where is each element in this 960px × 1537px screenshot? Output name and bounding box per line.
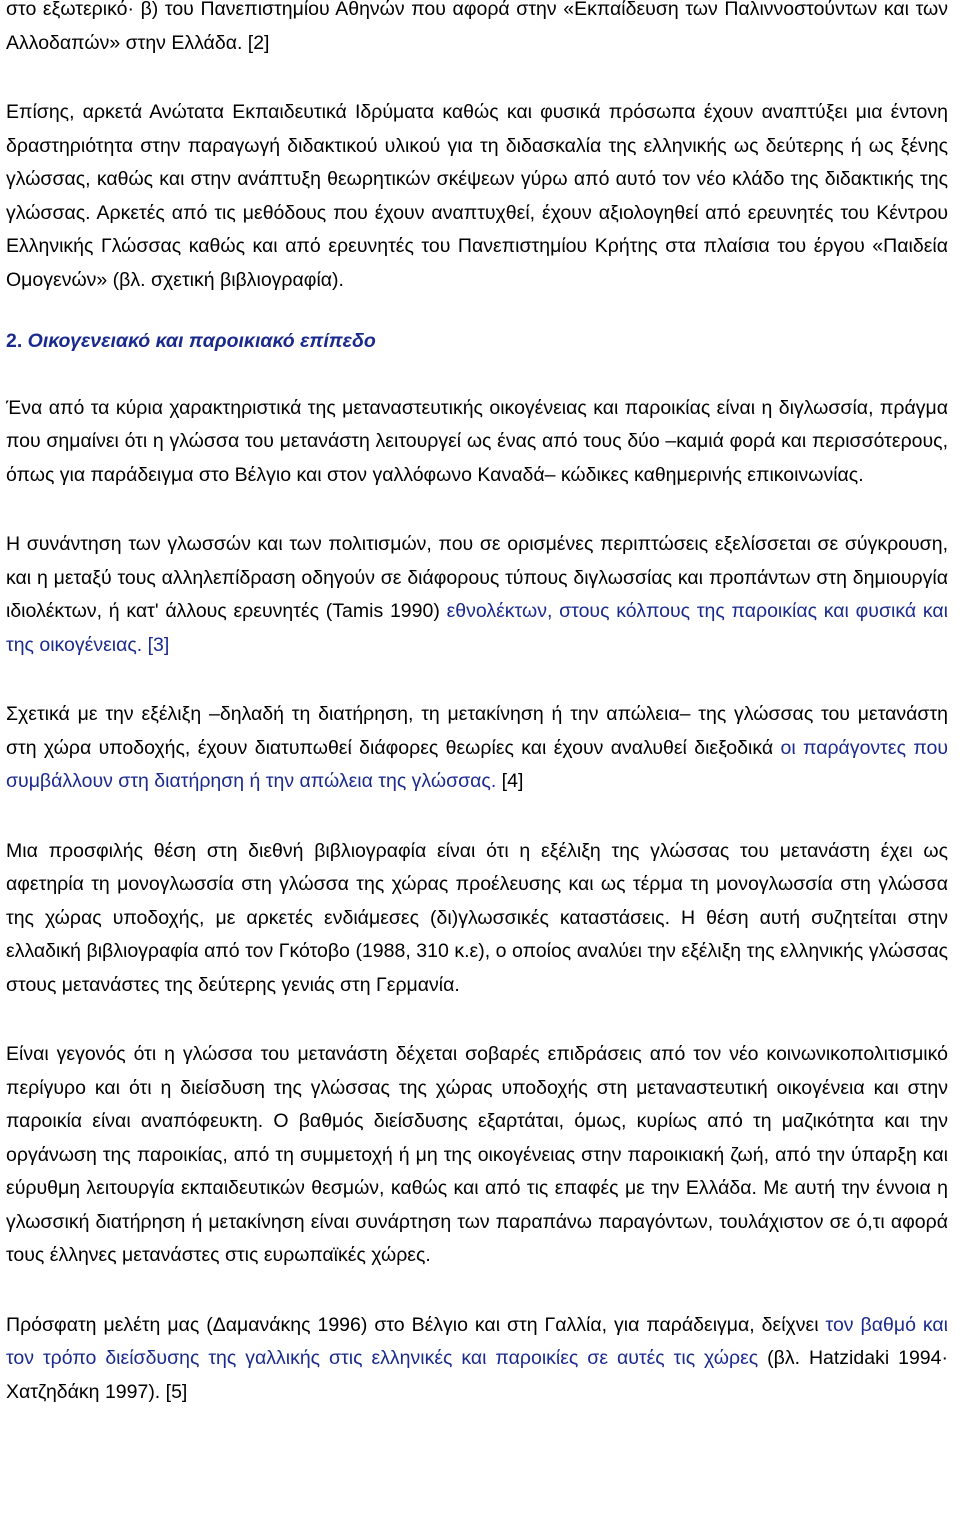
penetration-highlight: τον βαθμό και τον τρόπο διείσδυσης της γαλλικής στις ελληνικές και παροικίες σε αυτές τις χώρες: [6, 1313, 949, 1369]
paragraph-intro-text: στο εξωτερικό· β) του Πανεπιστημίου Αθηνών που αφορά στην «Εκπαίδευση των Παλιννοστούντων και των Αλλοδαπών» στην Ελλάδα. [2]: [6, 0, 948, 54]
paragraph-bilingualism-text: Ένα από τα κύρια χαρακτηριστικά της μεταναστευτικής οικογένειας και παροικίας είναι η διγλωσσία, πράγμα που σημαίνει ότι η γλώσσα του μετανάστη λειτουργεί ως ένας από τους δύο –καμιά φορά και περισσότερους, όπως για παράδειγμα στο Βέλγιο και στον γαλλόφωνο Καναδά– κώδικες καθημερινής επικοινωνίας.: [6, 396, 948, 486]
paragraph-language-encounter: [6, 528, 948, 662]
section-heading: [6, 325, 948, 359]
factors-highlight: οι παράγοντες που συμβάλλουν στη διατήρηση ή την απώλεια της γλώσσας.: [6, 736, 949, 792]
paragraph-language-evolution: [6, 698, 948, 799]
paragraph-teaching-material: [6, 96, 948, 297]
paragraph-language-evolution-ref: [4]: [496, 770, 524, 792]
paragraph-bilingualism: [6, 392, 948, 493]
paragraph-monolingualism: [6, 835, 948, 1003]
ethnolect-highlight: εθνολέκτων, στους κόλπους της παροικίας και φυσικά και της οικογένειας. [3]: [6, 600, 948, 656]
paragraph-intro: [6, 0, 948, 60]
section-number: 2.: [6, 330, 23, 352]
paragraph-recent-research: [6, 1309, 948, 1410]
paragraph-monolingualism-text: Μια προσφιλής θέση στη διεθνή βιβλιογραφία είναι ότι η εξέλιξη της γλώσσας του μετανάστη έχει ως αφετηρία τη μονογλωσσία στη γλώσσα της χώρας προέλευσης και ως τέρμα τη μονογλωσσία στη γλώσσα της χώρας υποδοχής, με αρκετές ενδιάμεσες (δι)γλωσσικές καταστάσεις. Η θέση αυτή συζητείται στην ελλαδική βιβλιογραφία από τον Γκότοβο (1988, 310 κ.ε), ο οποίος αναλύει την εξέλιξη της ελληνικής γλώσσας στους μετανάστες της δεύτερης γενιάς στη Γερμανία.: [6, 839, 948, 996]
paragraph-recent-research-ref: (βλ. Hatzidaki 1994· Χατζηδάκη 1997). [5]: [6, 1347, 948, 1403]
section-title: Οικογενειακό και παροικιακό επίπεδο: [22, 330, 376, 352]
paragraph-language-encounter-text: Η συνάντηση των γλωσσών και των πολιτισμών, που σε ορισμένες περιπτώσεις εξελίσσεται σε σύγκρουση, και η μεταξύ τους αλληλεπίδραση οδηγούν σε διάφορους τύπους διγλωσσίας και προπάντων στη δημιουργία ιδιολέκτων, ή κατ' άλλους ερευνητές (Tamis 1990): [6, 533, 948, 622]
paragraph-language-evolution-text: Σχετικά με την εξέλιξη –δηλαδή τη διατήρηση, τη μετακίνηση ή την απώλεια– της γλώσσας του μετανάστη στη χώρα υποδοχής, έχουν διατυπωθεί διάφορες θεωρίες και έχουν αναλυθεί διεξοδικά: [6, 703, 948, 759]
paragraph-host-impact-text: Είναι γεγονός ότι η γλώσσα του μετανάστη δέχεται σοβαρές επιδράσεις από τον νέο κοινωνικοπολιτισμικό περίγυρο και ότι η διείσδυση της γλώσσας της χώρας υποδοχής στη μεταναστευτική οικογένεια και στην παροικία είναι αναπόφευκτη. Ο βαθμός διείσδυσης εξαρτάται, όμως, κυρίως από τη μαζικότητα και την οργάνωση της παροικίας, από τη συμμετοχή ή μη της οικογένειας στην παροικιακή ζωή, από την ύπαρξη και εύρυθμη λειτουργία εκπαιδευτικών θεσμών, καθώς και από τις επαφές με την Ελλάδα. Με αυτή την έννοια η γλωσσική διατήρηση ή μετακίνηση είναι συνάρτηση των παραπάνω παραγόντων, τουλάχιστον σε ό,τι αφορά τους έλληνες μετανάστες στις ευρωπαϊκές χώρες.: [6, 1043, 948, 1266]
paragraph-teaching-material-text: Επίσης, αρκετά Ανώτατα Εκπαιδευτικά Ιδρύματα καθώς και φυσικά πρόσωπα έχουν αναπτύξει μια έντονη δραστηριότητα στην παραγωγή διδακτικού υλικού για τη διδασκαλία της ελληνικής ως δεύτερης ή ως ξένης γλώσσας, καθώς και στην ανάπτυξη θεωρητικών σκέψεων γύρω από αυτό τον νέο κλάδο της διδακτικής της γλώσσας. Αρκετές από τις μεθόδους που έχουν αναπτυχθεί, έχουν αξιολογηθεί από ερευνητές του Κέντρου Ελληνικής Γλώσσας καθώς και από ερευνητές του Πανεπιστημίου Κρήτης στα πλαίσια του έργου «Παιδεία Ομογενών» (βλ. σχετική βιβλιογραφία).: [6, 101, 948, 291]
paragraph-recent-research-text: Πρόσφατη μελέτη μας (Δαμανάκης 1996) στο Βέλγιο και στη Γαλλία, για παράδειγμα, δείχνει: [6, 1313, 826, 1336]
paragraph-host-impact: [6, 1038, 948, 1273]
